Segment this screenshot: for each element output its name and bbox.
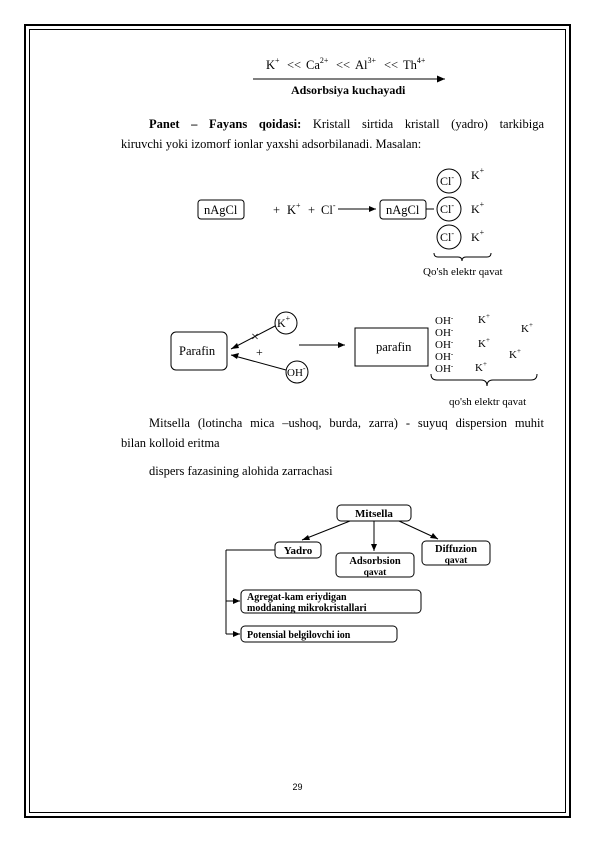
panet-heading: Panet – Fayans qoidasi: — [149, 117, 302, 131]
panet-text-1: Kristall sirtida kristall (yadro) tarkibiga — [312, 117, 544, 131]
plus-sign: + — [256, 345, 263, 359]
mitsella-root-label: Mitsella — [355, 508, 393, 520]
k-labels — [475, 312, 533, 374]
ion-k: K+ — [266, 56, 280, 72]
sep-2: << — [336, 58, 351, 72]
k-label-3: K+ — [471, 228, 485, 244]
root-to-yadro-arrow — [302, 521, 350, 540]
adsorption-series-diagram — [240, 52, 470, 100]
page-number: 29 — [292, 782, 303, 792]
paraffin-adsorption-diagram — [165, 308, 545, 408]
sep-1: << — [287, 58, 302, 72]
mitsella-line-1: Mitsella (lotincha mica –ushoq, burda, zarra) - suyuq dispersion muhit — [149, 416, 544, 430]
arrow-head-icon — [430, 533, 438, 539]
oh-layer-ion: OH- — [435, 338, 454, 351]
oh-ion-label: OH- — [287, 364, 306, 379]
cl-ion: Cl- — [321, 201, 336, 217]
arrow-head-icon — [437, 76, 445, 83]
k-counter-ion: K+ — [509, 347, 521, 361]
yadro-label: Yadro — [283, 545, 313, 557]
ion-al: $Al^{3+}$ — [355, 56, 377, 72]
arrow-head-icon — [233, 631, 240, 637]
agcl-adsorption-diagram — [190, 162, 530, 282]
paraffin-layer-label: qo'sh elektr qavat — [449, 396, 527, 408]
adsorbsion-label-2: qavat — [363, 568, 387, 578]
layer-brace — [431, 374, 537, 386]
oh-layer-ion: OH- — [435, 362, 454, 375]
agcl-right-label: nAgCl — [386, 203, 420, 217]
oh-layer-ion: OH- — [435, 314, 454, 327]
potensial-label: Potensial belgilovchi ion — [247, 630, 351, 641]
block-cross: × — [251, 330, 259, 345]
adsorbsion-label-1: Adsorbsion — [349, 556, 401, 567]
cl-label-2: Cl- — [440, 201, 455, 216]
diffuzion-label-1: Diffuzion — [435, 544, 477, 555]
k-ion: K+ — [287, 201, 301, 217]
agregat-label-2: moddaning mikrokristallari — [247, 603, 367, 614]
layer-brace — [434, 253, 491, 261]
cl-label-1: Cl- — [440, 173, 455, 188]
paraffin-left-label: Parafin — [179, 344, 216, 358]
k-counter-ion: K+ — [521, 321, 533, 335]
arrow-head-icon — [369, 206, 376, 212]
oh-column — [435, 314, 454, 375]
mitsella-structure-diagram — [218, 500, 498, 650]
k-ion-label: K+ — [277, 314, 291, 330]
agcl-left-label: nAgCl — [204, 203, 238, 217]
mitsella-line-3: dispers fazasining alohida zarrachasi — [149, 464, 333, 478]
arrow-head-icon — [338, 342, 345, 348]
k-label-2: K+ — [471, 200, 485, 216]
arrow-head-icon — [231, 353, 239, 359]
oh-layer-ion: OH- — [435, 350, 454, 363]
arrow-head-icon — [233, 598, 240, 604]
series-caption: Adsorbsiya kuchayadi — [291, 83, 406, 97]
panet-line-2: kiruvchi yoki izomorf ionlar yaxshi adsorbilanadi. Masalan: — [121, 137, 422, 151]
k-counter-ion: K+ — [478, 312, 490, 326]
k-counter-ion: K+ — [475, 360, 487, 374]
plus-sign-1: + — [273, 203, 281, 217]
plus-sign-2: + — [308, 203, 316, 217]
diffuzion-label-2: qavat — [444, 556, 468, 566]
sep-3: << — [384, 58, 399, 72]
arrow-head-icon — [231, 343, 239, 349]
agregat-label-1: Agregat-kam eriydigan — [247, 592, 347, 603]
ion-th: $Th^{4+}$ — [403, 56, 426, 72]
arrow-head-icon — [371, 544, 377, 551]
panet-line-1 — [149, 114, 544, 134]
arrow-head-icon — [302, 535, 310, 540]
k-label-1: K+ — [471, 166, 485, 182]
paraffin-right-label: parafin — [376, 340, 412, 354]
agcl-layer-label: Qo'sh elektr qavat — [423, 266, 503, 278]
ion-ca: $Ca^{2+}$ — [306, 56, 329, 72]
mitsella-line-2: bilan kolloid eritma — [121, 436, 220, 450]
k-counter-ion: K+ — [478, 336, 490, 350]
oh-layer-ion: OH- — [435, 326, 454, 339]
cl-label-3: Cl- — [440, 229, 455, 244]
